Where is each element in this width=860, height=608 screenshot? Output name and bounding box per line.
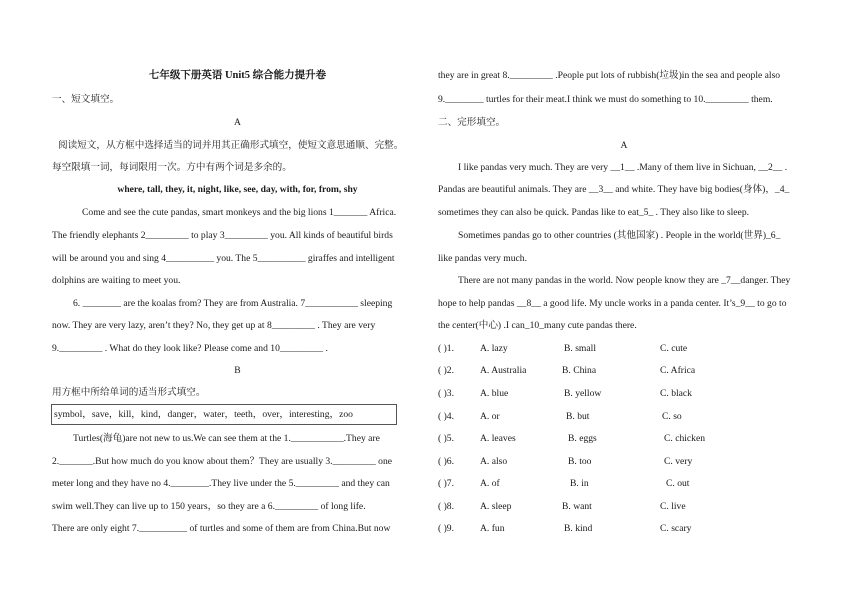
- part-b-line: There are only eight 7.__________ of turtles and some of them are from China.But now: [52, 523, 391, 534]
- part-a-line: dolphins are waiting to meet you.: [52, 275, 181, 286]
- part-a-line: Come and see the cute pandas, smart monkeys and the big lions 1_______ Africa.: [82, 207, 397, 218]
- option-a: A. blue: [480, 388, 509, 399]
- cloze-line: sometimes they can also be quick. Pandas like to eat_5_ . They also like to sleep.: [438, 207, 750, 218]
- part-b-label: B: [234, 365, 241, 376]
- option-c: C. cute: [660, 343, 688, 354]
- part-b-line: Turtles(海龟)are not new to us.We can see them at the 1.___________.They are: [73, 433, 380, 444]
- option-a: A. or: [480, 411, 500, 422]
- option-a: A. sleep: [480, 501, 512, 512]
- continued-line: they are in great 8._________ .People put lots of rubbish(垃圾)in the sea and people also: [438, 70, 781, 81]
- question-number: ( )6.: [438, 456, 454, 467]
- question-number: ( )3.: [438, 388, 454, 399]
- part-a-instruction-2: 每空限填一词，每词限用一次。方中有两个词是多余的。: [52, 162, 292, 173]
- section2-heading: 二、完形填空。: [438, 117, 506, 128]
- part-a-wordbank: where, tall, they, it, night, like, see, day, with, for, from, shy: [117, 184, 358, 195]
- option-b: B. yellow: [564, 388, 602, 399]
- question-number: ( )4.: [438, 411, 454, 422]
- option-a: A. Australia: [480, 365, 527, 376]
- part-a-line: 6. ________ are the koalas from? They are from Australia. 7___________ sleeping: [73, 298, 393, 309]
- part-a-line: will be around you and sing 4__________ you. The 5__________ giraffes and intelligent: [52, 253, 395, 264]
- option-c: C. out: [666, 478, 690, 489]
- option-b: B. in: [570, 478, 589, 489]
- option-c: C. Africa: [660, 365, 696, 376]
- cloze-line: the center(中心) .I can_10_many cute pandas there.: [438, 320, 637, 331]
- part-a-line: 9._________ . What do they look like? Please come and 10_________ .: [52, 343, 328, 354]
- option-b: B. China: [562, 365, 597, 376]
- continued-line: 9.________ turtles for their meat.I think we must do something to 10._________ them.: [438, 94, 773, 105]
- part-b-line: meter long and they have no 4.________.They live under the 5._________ and they can: [52, 478, 390, 489]
- question-number: ( )1.: [438, 343, 454, 354]
- part-b-instruction: 用方框中所给单词的适当形式填空。: [52, 387, 206, 398]
- cloze-line: hope to help pandas __8__ a good life. My uncle works in a panda center. It’s_9__ to go to: [438, 298, 787, 309]
- option-b: B. small: [564, 343, 596, 354]
- option-b: B. too: [568, 456, 592, 467]
- page-title: 七年级下册英语 Unit5 综合能力提升卷: [148, 70, 327, 81]
- part-b-line: 2._______.But how much do you know about them？They are usually 3._________ one: [52, 456, 393, 467]
- option-a: A. of: [480, 478, 500, 489]
- question-number: ( )9.: [438, 523, 454, 534]
- cloze-line: Sometimes pandas go to other countries (其他国家) . People in the world(世界)_6_: [458, 230, 781, 241]
- part-a-label: A: [234, 117, 241, 128]
- section1-heading: 一、短文填空。: [52, 94, 120, 105]
- question-number: ( )5.: [438, 433, 454, 444]
- option-a: A. leaves: [480, 433, 516, 444]
- question-number: ( )7.: [438, 478, 454, 489]
- option-c: C. scary: [660, 523, 692, 534]
- option-c: C. live: [660, 501, 686, 512]
- option-b: B. but: [566, 411, 590, 422]
- option-c: C. black: [660, 388, 692, 399]
- option-a: A. also: [480, 456, 508, 467]
- part-a-line: The friendly elephants 2_________ to play 3_________ you. All kinds of beautiful birds: [52, 230, 393, 241]
- option-c: C. very: [664, 456, 693, 467]
- option-a: A. lazy: [480, 343, 508, 354]
- part-a-instruction-1: 阅读短文，从方框中选择适当的词并用其正确形式填空，使短文意思通顺、完整。: [58, 140, 404, 151]
- cloze-line: like pandas very much.: [438, 253, 527, 264]
- part-b-line: swim well.They can live up to 150 years，so they are a 6._________ of long life.: [52, 501, 366, 512]
- option-c: C. so: [662, 411, 682, 422]
- option-a: A. fun: [480, 523, 505, 534]
- option-c: C. chicken: [664, 433, 706, 444]
- cloze-line: Pandas are beautiful animals. They are __3__ and white. They have big bodies(身体)，_4_: [438, 184, 790, 195]
- part-a-line: now. They are very lazy, aren’t they? No, they get up at 8_________ . They are very: [52, 320, 376, 331]
- option-b: B. want: [562, 501, 592, 512]
- part-b-wordbank: symbol，save，kill，kind，danger，water，teeth，over，interesting，zoo: [51, 404, 397, 425]
- cloze-line: I like pandas very much. They are very __1__ .Many of them live in Sichuan, __2__ .: [458, 162, 788, 173]
- cloze-line: There are not many pandas in the world. Now people know they are _7__danger. They: [458, 275, 791, 286]
- section2-part-label: A: [620, 140, 628, 151]
- question-number: ( )2.: [438, 365, 454, 376]
- option-b: B. eggs: [568, 433, 597, 444]
- option-b: B. kind: [564, 523, 593, 534]
- question-number: ( )8.: [438, 501, 454, 512]
